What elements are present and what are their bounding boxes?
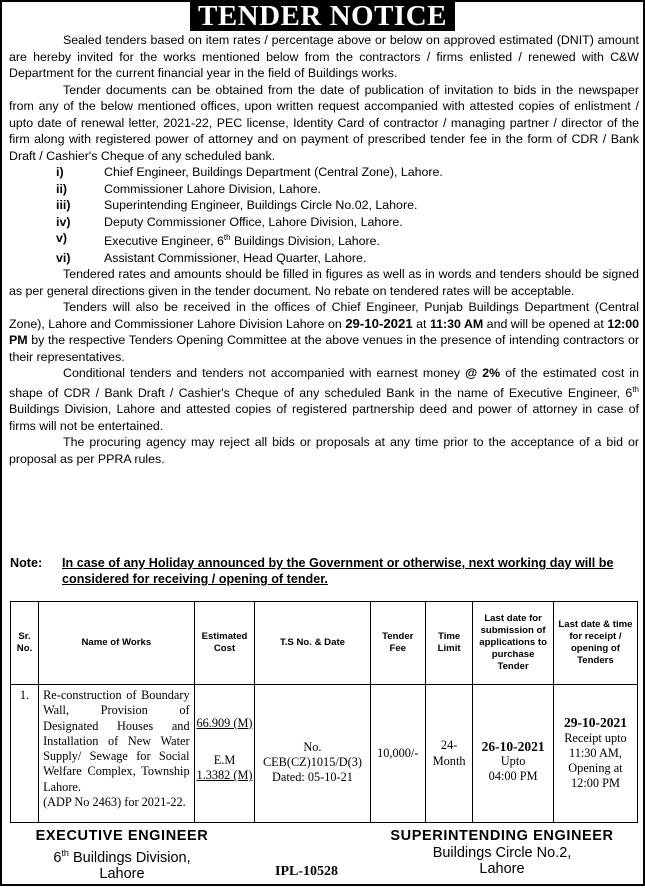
- cell-opening-date: [553, 685, 637, 823]
- work-adp-text: (ADP No 2463) for 2021-22.: [43, 795, 186, 810]
- office-text: Commissioner Lahore Division, Lahore.: [104, 181, 321, 196]
- ts-no-label: No.: [303, 739, 322, 754]
- executive-engineer-title: EXECUTIVE ENGINEER: [35, 828, 209, 844]
- footer-executive-engineer: [2, 828, 242, 882]
- division-number: 6: [53, 849, 62, 866]
- conditional-text-a: Conditional tenders and tenders not accompanied with earnest money: [63, 366, 466, 381]
- table-header-row: [11, 602, 638, 685]
- superintending-engineer-city: Lahore: [479, 861, 525, 877]
- cell-sr: [11, 685, 39, 823]
- note-label: Note:: [10, 556, 43, 570]
- header-name-of-works: Name of Works: [39, 602, 195, 685]
- footer: [2, 828, 645, 888]
- header-opening-date: Last date & time for receipt / opening of Tenders: [553, 602, 637, 685]
- receipt-text-a: Tenders will also be received in the offices of Chief Engineer, Punjab Buildings Department (Central Zone), Lahore and Commissioner Lahore Division Lahore on: [9, 300, 639, 331]
- superintending-engineer-circle: Buildings Circle No.2,: [432, 844, 572, 861]
- receipt-time: 11:30 AM: [429, 316, 484, 331]
- header-sr-no: Sr. No.: [11, 602, 39, 685]
- receipt-upto-label: Receipt upto: [564, 730, 627, 745]
- cell-time-limit: [425, 685, 472, 823]
- paragraph-invitation: Sealed tenders based on item rates / percentage above or below on approved estimated (DNIT) amount are hereby invited for the works mentioned below from the contractors / firms enlisted / renewed with C&W Department for the current financial year in the field of Buildings works.: [9, 33, 639, 80]
- opening-at-label: Opening at: [568, 761, 623, 776]
- office-number: iv): [56, 214, 71, 229]
- office-number: v): [56, 231, 68, 245]
- office-text-sup: th: [223, 233, 231, 242]
- header-time-limit: Time Limit: [425, 602, 472, 685]
- receipt-time-value: 11:30 AM,: [569, 745, 622, 760]
- earnest-money-value: 1.3382 (M): [196, 768, 253, 783]
- office-item: [9, 197, 639, 214]
- office-number: ii): [56, 181, 68, 196]
- paragraph-ppra: The procuring agency may reject all bids or proposals at any time prior to the acceptance of a bid or proposal as per PPRA rules.: [9, 435, 639, 466]
- office-text: Assistant Commissioner, Head Quarter, Lahore.: [104, 250, 367, 265]
- header-estimated-cost: Estimated Cost: [194, 602, 255, 685]
- opening-time: 12:00 PM: [9, 316, 640, 348]
- division-sup: th: [61, 847, 69, 858]
- cell-work-name: [39, 685, 195, 823]
- office-item: [9, 214, 639, 231]
- work-name-text: Re-construction of Boundary Wall, Provision of Designated Houses and Installation of New Water Supply/ Sewage for Social Welfare Complex, Township Lahore.: [43, 688, 190, 794]
- earnest-money-percent: @ 2%: [465, 366, 501, 381]
- office-text: Superintending Engineer, Buildings Circle No.02, Lahore.: [104, 198, 418, 212]
- page-title: TENDER NOTICE: [190, 2, 455, 31]
- opening-time-value: 12:00 PM: [571, 776, 620, 791]
- submission-time: 04:00 PM: [488, 769, 538, 784]
- conditional-text-b: of the estimated cost in shape of CDR / Bank Draft / Cashier's Cheque of any scheduled Bank in the name of Executive Engineer, 6: [9, 366, 639, 400]
- sr-value: 1.: [19, 688, 30, 702]
- opening-date: 29-10-2021: [563, 715, 627, 731]
- receipt-text-c: and will be opened at: [483, 316, 608, 331]
- cell-ts-no: [255, 685, 370, 823]
- executive-engineer-division: [2, 845, 242, 866]
- header-ts-no-date: T.S No. & Date: [255, 602, 370, 685]
- holiday-note: [10, 555, 640, 587]
- office-text: Deputy Commissioner Office, Lahore Division, Lahore.: [104, 214, 403, 229]
- cell-tender-fee: [370, 685, 425, 823]
- submission-date: 26-10-2021: [481, 738, 545, 754]
- office-item: [9, 250, 639, 267]
- table-row: [11, 685, 638, 823]
- ts-reference: CEB(CZ)1015/D(3): [262, 754, 362, 769]
- ipl-number: IPL-10528: [275, 864, 338, 879]
- office-number: i): [56, 165, 64, 179]
- office-text: [104, 230, 639, 250]
- cell-submission-date: [473, 685, 554, 823]
- earnest-money-label: E.M: [213, 752, 236, 767]
- time-limit-number: 24-: [440, 738, 458, 753]
- executive-engineer-city: Lahore: [99, 865, 145, 882]
- paragraph-conditional: [9, 365, 639, 434]
- receipt-text-d: by the respective Tenders Opening Committee at the above venues in the presence of intending contractors or their representatives.: [9, 333, 639, 364]
- paragraph-documents: Tender documents can be obtained from the date of publication of invitation to bids in the newspaper from any of the below mentioned offices, upon written request accompanied with attested copies of enlistment / upto date of renewal letter, 2021-22, PEC license, Identity Card of contractor / managing partner / director of the firm along with registered power of attorney and on payment of prescribed tender fee in the form of CDR / Bank Draft / Cashier's Cheque of any scheduled bank.: [9, 82, 639, 163]
- works-table: [10, 601, 638, 823]
- office-text-pre: Executive Engineer, 6: [104, 234, 224, 249]
- note-text: In case of any Holiday announced by the Government or otherwise, next working day will be considered for receiving / opening of tender.: [62, 556, 614, 586]
- office-number: iii): [56, 198, 71, 212]
- paragraph-rates: Tendered rates and amounts should be filled in figures as well as in words and tenders should be signed as per general directions given in the tender document. No rebate on tendered rates will be acceptable.: [9, 267, 639, 298]
- tender-fee-value: 10,000/-: [377, 745, 419, 760]
- ts-date: Dated: 05-10-21: [272, 770, 353, 785]
- receipt-date: 29-10-2021: [345, 315, 413, 331]
- title-bar: [2, 2, 643, 31]
- estimated-cost-value: 66.909 (M): [196, 715, 253, 730]
- conditional-text-c: Buildings Division, Lahore and attested copies of registered partnership deed and power of attorney in case of firms will not be entertained.: [9, 402, 639, 433]
- division-text: Buildings Division,: [68, 849, 191, 866]
- time-limit-unit: Month: [432, 753, 466, 768]
- paragraph-receipt: [9, 299, 639, 365]
- submission-upto: Upto: [500, 753, 526, 768]
- offices-list: [9, 164, 639, 266]
- receipt-text-b: at: [412, 316, 430, 331]
- office-text-post: Buildings Division, Lahore.: [230, 234, 380, 249]
- office-text: Chief Engineer, Buildings Department (Central Zone), Lahore.: [104, 165, 443, 179]
- office-item: [9, 164, 639, 181]
- notice-body: [9, 32, 639, 467]
- header-submission-date: Last date for submission of applications to purchase Tender: [473, 602, 554, 685]
- footer-superintending-engineer: [357, 828, 645, 878]
- conditional-sup: th: [632, 384, 639, 394]
- cell-estimated-cost: [194, 685, 255, 823]
- header-tender-fee: Tender Fee: [370, 602, 425, 685]
- office-item: [9, 181, 639, 198]
- office-number: vi): [56, 250, 71, 265]
- office-item: [9, 230, 639, 250]
- superintending-engineer-title: SUPERINTENDING ENGINEER: [390, 828, 614, 844]
